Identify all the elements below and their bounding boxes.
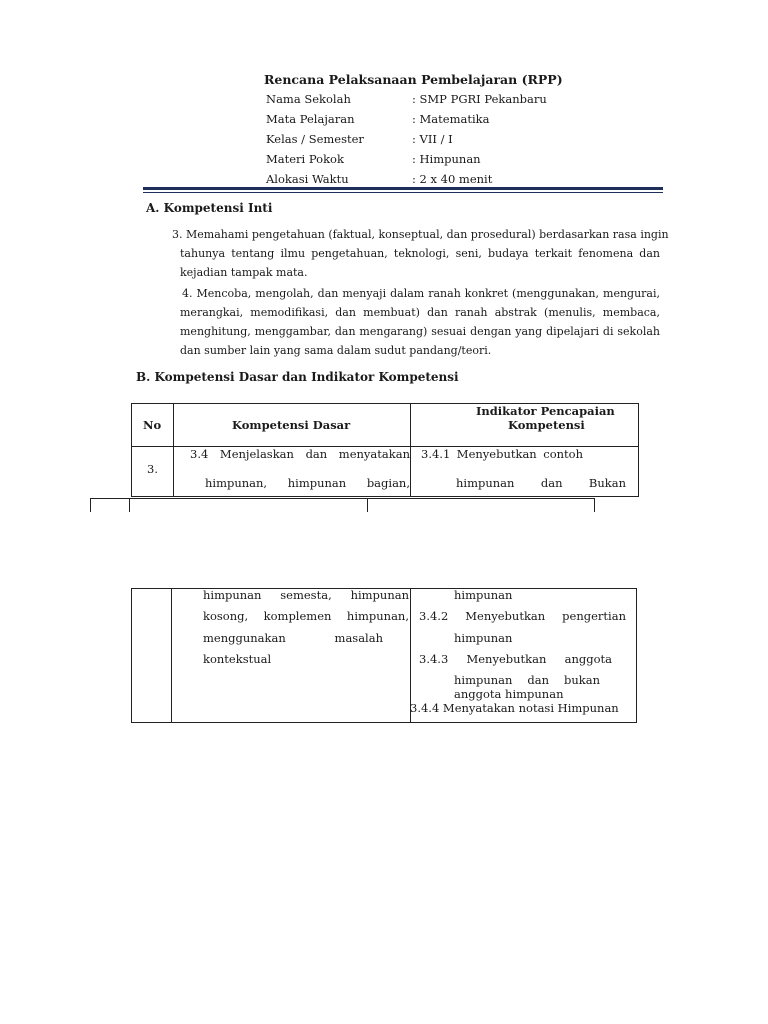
ki4-line-3: menghitung, menggambar, dan mengarang) sesuai dengan yang dipelajari di sekolah (180, 325, 660, 338)
ki3-line-3: kejadian tampak mata. (180, 266, 308, 279)
table2-border-left (131, 588, 132, 723)
identity-label-class: Kelas / Semester (266, 132, 364, 146)
ind2-line-3: himpunan (454, 631, 513, 645)
header-kompetensi-dasar: Kompetensi Dasar (232, 418, 351, 432)
fragment-hline (90, 498, 595, 499)
ki3-line-1: 3. Memahami pengetahuan (faktual, konseptual, dan prosedural) berdasarkan rasa ingin (172, 228, 669, 241)
table-row-bottom (131, 496, 639, 497)
identity-value-topic: : Himpunan (412, 152, 481, 166)
ki4-line-2: merangkai, memodifikasi, dan membuat) dan ranah abstrak (menulis, membaca, (180, 306, 660, 319)
identity-value-subject: : Matematika (412, 112, 490, 126)
header-rule-thin (143, 192, 663, 193)
table2-border-bottom (131, 722, 637, 723)
identity-label-subject: Mata Pelajaran (266, 112, 355, 126)
ki3-line-2: tahunya tentang ilmu pengetahuan, teknologi, seni, budaya terkait fenomena dan (180, 247, 660, 260)
fragment-vline-2 (129, 498, 130, 512)
kd2-line-2: kosong, komplemen himpunan, (203, 609, 409, 623)
ind2-line-6: anggota himpunan (454, 687, 564, 701)
identity-label-time: Alokasi Waktu (266, 172, 349, 186)
kd-line-1: 3.4 Menjelaskan dan menyatakan (190, 447, 410, 461)
identity-label-school: Nama Sekolah (266, 92, 351, 106)
identity-value-class: : VII / I (412, 132, 453, 146)
section-b-heading: B. Kompetensi Dasar dan Indikator Kompetensi (136, 370, 459, 384)
ki4-line-4: dan sumber lain yang sama dalam sudut pandang/teori. (180, 344, 492, 357)
indikator-line-1: 3.4.1 Menyebutkan contoh (421, 447, 583, 461)
fragment-vline-4 (594, 498, 595, 512)
ind2-line-7: 3.4.4 Menyatakan notasi Himpunan (410, 701, 619, 715)
header-rule-thick (143, 187, 663, 190)
identity-label-topic: Materi Pokok (266, 152, 344, 166)
kd2-line-4: kontekstual (203, 652, 272, 666)
table2-border-right (636, 588, 637, 723)
ind2-line-2: 3.4.2 Menyebutkan pengertian (419, 609, 626, 623)
identity-value-time: : 2 x 40 menit (412, 172, 493, 186)
header-no: No (143, 418, 162, 432)
table-border-left (131, 403, 132, 497)
ind2-line-4: 3.4.3 Menyebutkan anggota (419, 652, 612, 666)
ind2-line-5: himpunan dan bukan (454, 673, 600, 687)
header-indikator-line-1: Indikator Pencapaian (476, 404, 615, 418)
indikator-line-2: himpunan dan Bukan (456, 476, 626, 490)
table-col-divider-1 (173, 403, 174, 497)
header-indikator-line-2: Kompetensi (508, 418, 585, 432)
ki4-line-1: 4. Mencoba, mengolah, dan menyaji dalam ranah konkret (menggunakan, mengurai, (182, 287, 660, 300)
identity-value-school: : SMP PGRI Pekanbaru (412, 92, 547, 106)
table-border-right (638, 403, 639, 497)
table-col-divider-2 (410, 403, 411, 497)
section-a-heading: A. Kompetensi Inti (146, 201, 273, 215)
fragment-vline-1 (90, 498, 91, 512)
document-title: Rencana Pelaksanaan Pembelajaran (RPP) (264, 72, 563, 87)
table2-col-divider-1 (171, 588, 172, 723)
ind2-line-1: himpunan (454, 588, 513, 602)
kd2-line-1: himpunan semesta, himpunan (203, 588, 409, 602)
kd-line-2: himpunan, himpunan bagian, (205, 476, 410, 490)
kd2-line-3: menggunakan masalah (203, 631, 383, 645)
row-number: 3. (147, 462, 158, 476)
fragment-vline-3 (367, 498, 368, 512)
